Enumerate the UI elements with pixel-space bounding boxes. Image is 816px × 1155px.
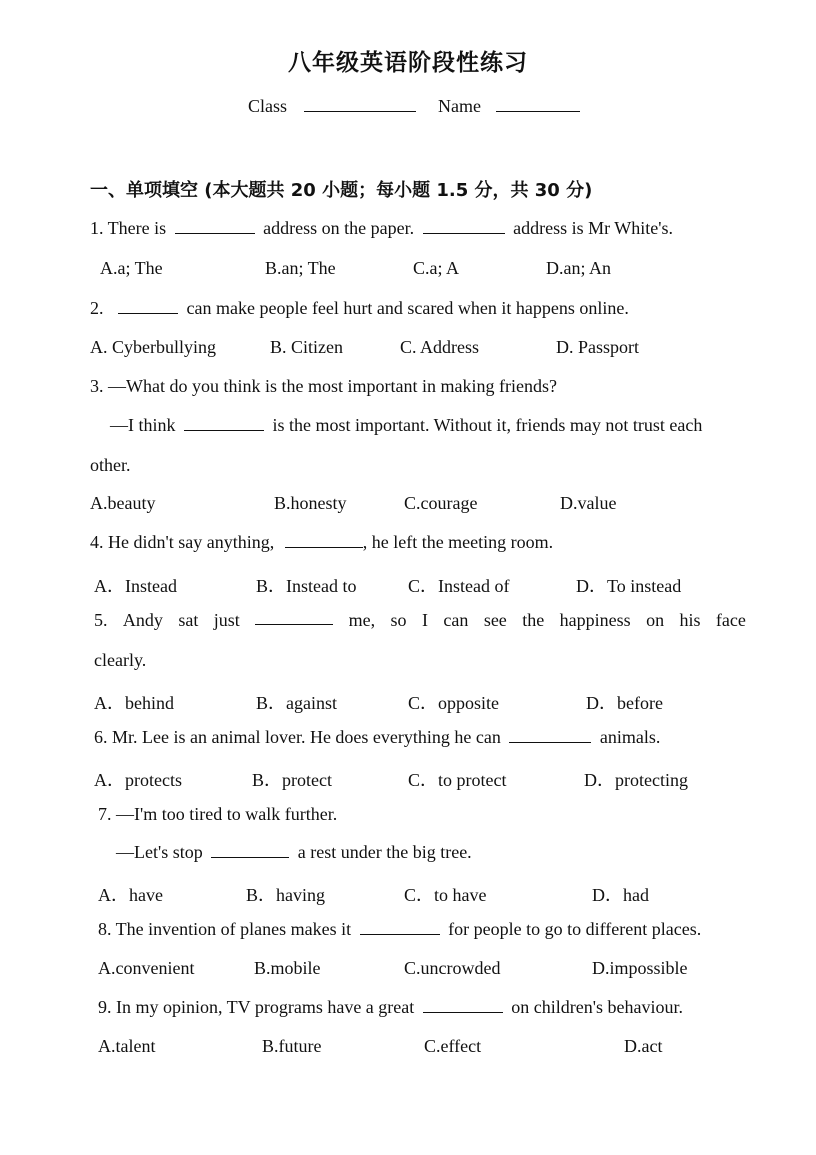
answer-blank [184,416,264,431]
word: his [679,610,701,630]
option-d: D．To instead [576,576,682,596]
question-text: —Let's stop [116,842,203,862]
option-a: A. Cyberbullying [90,337,216,357]
option-c: C．Instead of [408,576,510,596]
answer-blank [360,920,440,935]
question-text: on children's behaviour. [511,997,683,1017]
question-text: 9. In my opinion, TV programs have a great [98,997,415,1017]
option-a: A．have [98,885,163,905]
option-d: D．before [586,693,663,713]
question-9 [98,997,683,1018]
option-a: A.convenient [98,958,195,978]
question-text: address is Mr White's. [513,218,673,238]
option-a: A．protects [94,770,182,790]
option-b: B.an; The [265,258,336,278]
option-a: A．behind [94,693,174,713]
word: just [213,610,240,630]
question-8 [98,919,701,940]
option-c: C．to have [404,885,487,905]
option-b: B．against [256,693,337,713]
option-d: D.value [560,493,617,513]
option-b: B.mobile [254,958,321,978]
question-text: animals. [599,727,661,747]
option-b: B. Citizen [270,337,343,357]
answer-blank [423,219,505,234]
option-d: D．protecting [584,770,688,790]
option-c: C．opposite [408,693,500,713]
question-text: address on the paper. [263,218,415,238]
question-text: 1. There is [90,218,167,238]
question-6 [94,727,660,748]
answer-blank [255,610,333,625]
question-text: can make people feel hurt and scared when it happens online. [186,298,629,318]
word: Andy [122,610,163,630]
question-7-reply [116,842,472,863]
class-blank [304,97,416,112]
word: see [483,610,507,630]
question-text: —I think [110,415,176,435]
answer-blank [509,728,591,743]
name-label: Name [438,96,481,116]
option-d: D.an; An [546,258,611,278]
question-2 [90,298,629,319]
answer-blank [423,998,503,1013]
option-d: D.act [624,1036,663,1056]
question-5-cont: clearly. [94,650,147,670]
option-c: C.courage [404,493,478,513]
word: sat [178,610,199,630]
word: happiness [559,610,631,630]
page-title: 八年级英语阶段性练习 [288,50,528,76]
question-text: is the most important. Without it, friends may not trust each [272,415,703,435]
question-text: 2. [90,298,104,318]
word: me, [348,610,376,630]
word: can [443,610,469,630]
name-blank [496,97,580,112]
option-c: C.effect [424,1036,482,1056]
section-heading: 一、单项填空 (本大题共 20 小题；每小题 1.5 分，共 30 分) [90,180,593,201]
option-c: C. Address [400,337,480,357]
answer-blank [211,843,289,858]
question-text: a rest under the big tree. [297,842,472,862]
option-b: B.future [262,1036,322,1056]
option-d: D．had [592,885,649,905]
option-b: B．Instead to [256,576,357,596]
option-a: A.a; The [100,258,163,278]
option-a: A．Instead [94,576,177,596]
option-a: A.beauty [90,493,156,513]
question-text: 4. He didn't say anything, [90,532,275,552]
word: 5. [94,610,108,630]
class-label: Class [248,96,288,116]
question-3-reply [110,415,702,436]
question-text: 8. The invention of planes makes it [98,919,352,939]
answer-blank [118,299,178,314]
word: I [421,610,428,630]
question-text: for people to go to different places. [448,919,702,939]
question-1 [90,218,673,239]
question-3-cont: other. [90,455,131,475]
question-text: 6. Mr. Lee is an animal lover. He does everything he can [94,727,501,747]
question-5 [94,610,746,631]
question-3: 3. —What do you think is the most important in making friends? [90,376,557,396]
option-b: B.honesty [274,493,347,513]
question-7: 7. —I'm too tired to walk further. [98,804,338,824]
word: the [522,610,545,630]
option-d: D. Passport [556,337,640,357]
option-c: C.uncrowded [404,958,501,978]
option-c: C．to protect [408,770,507,790]
question-text: , he left the meeting room. [362,532,554,552]
question-4 [90,532,553,553]
word: so [390,610,407,630]
class-name-line [248,96,580,117]
word: face [715,610,746,630]
option-d: D.impossible [592,958,688,978]
word: on [646,610,665,630]
option-a: A.talent [98,1036,156,1056]
answer-blank [175,219,255,234]
option-c: C.a; A [413,258,460,278]
option-b: B．protect [252,770,332,790]
answer-blank [285,533,363,548]
option-b: B．having [246,885,325,905]
